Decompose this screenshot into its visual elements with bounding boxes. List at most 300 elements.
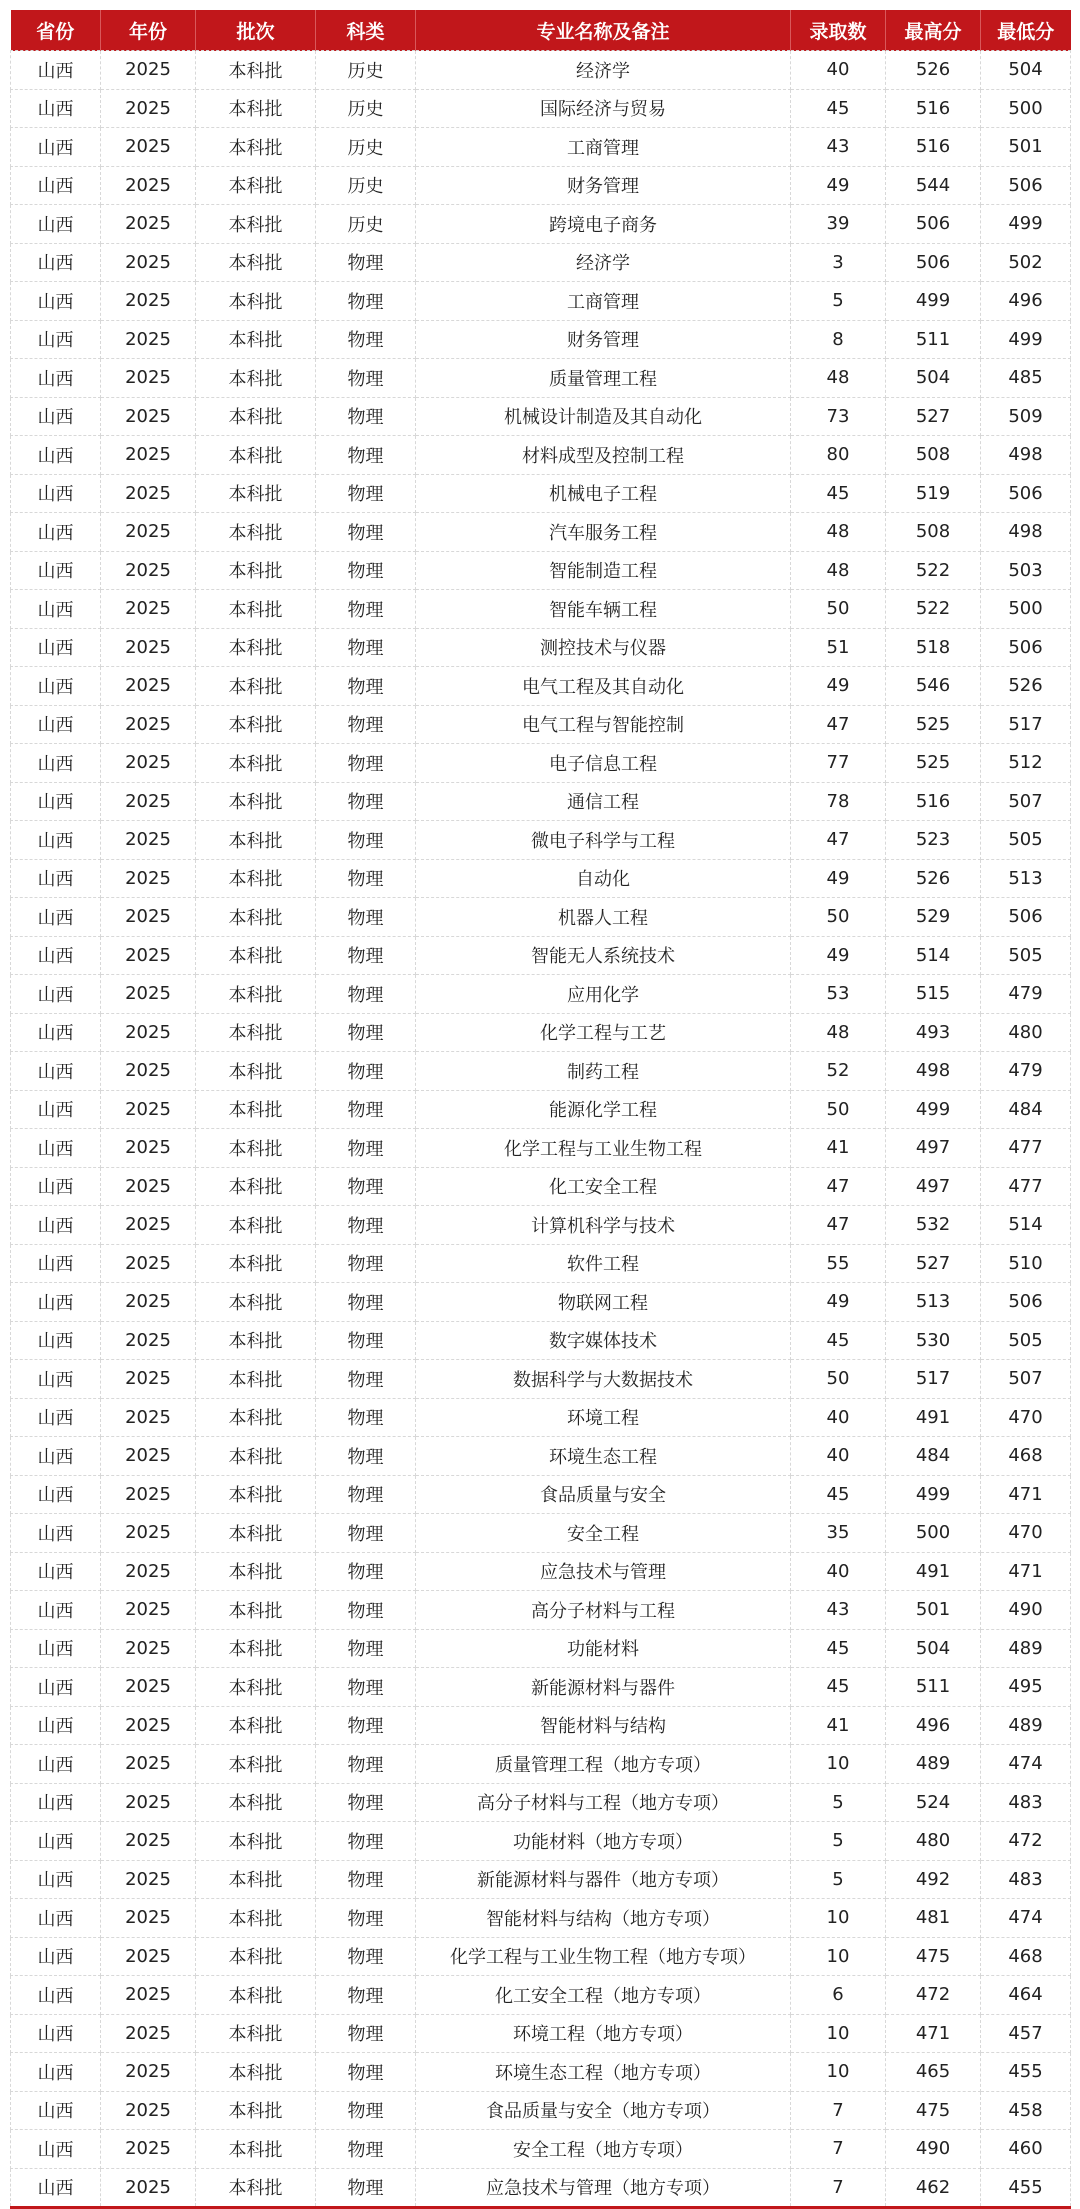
year-cell: 2025 (101, 1321, 196, 1360)
major-cell: 智能材料与结构（地方专项） (416, 1899, 791, 1938)
year-cell: 2025 (101, 513, 196, 552)
admitted-cell: 50 (791, 898, 886, 937)
max-score-cell: 493 (886, 1013, 981, 1052)
major-cell: 智能制造工程 (416, 551, 791, 590)
min-score-cell: 468 (981, 1937, 1071, 1976)
min-score-cell: 502 (981, 243, 1071, 282)
year-cell: 2025 (101, 1899, 196, 1938)
max-score-cell: 517 (886, 1360, 981, 1399)
min-score-cell: 468 (981, 1437, 1071, 1476)
max-score-cell: 475 (886, 2091, 981, 2130)
admitted-cell: 48 (791, 513, 886, 552)
batch-cell: 本科批 (196, 1321, 316, 1360)
max-score-cell: 506 (886, 243, 981, 282)
max-score-cell: 462 (886, 2168, 981, 2208)
admitted-cell: 8 (791, 320, 886, 359)
batch-cell: 本科批 (196, 1360, 316, 1399)
table-row (11, 1552, 1071, 1591)
table-row (11, 744, 1071, 783)
table-row (11, 128, 1071, 167)
admitted-cell: 45 (791, 1629, 886, 1668)
major-cell: 电子信息工程 (416, 744, 791, 783)
min-score-cell: 477 (981, 1129, 1071, 1168)
min-score-cell: 498 (981, 436, 1071, 475)
admitted-cell: 41 (791, 1706, 886, 1745)
table-row (11, 205, 1071, 244)
batch-cell: 本科批 (196, 1167, 316, 1206)
table-row (11, 667, 1071, 706)
max-score-cell: 525 (886, 705, 981, 744)
subject-cell: 物理 (316, 1822, 416, 1861)
admitted-cell: 7 (791, 2130, 886, 2169)
max-score-cell: 481 (886, 1899, 981, 1938)
table-row (11, 1629, 1071, 1668)
subject-cell: 物理 (316, 1937, 416, 1976)
table-row (11, 2091, 1071, 2130)
table-row (11, 2053, 1071, 2092)
max-score-cell: 516 (886, 89, 981, 128)
year-cell: 2025 (101, 1745, 196, 1784)
year-cell: 2025 (101, 1167, 196, 1206)
province-cell: 山西 (11, 744, 101, 783)
min-score-cell: 483 (981, 1860, 1071, 1899)
batch-cell: 本科批 (196, 1437, 316, 1476)
max-score-cell: 501 (886, 1591, 981, 1630)
province-cell: 山西 (11, 1206, 101, 1245)
major-cell: 材料成型及控制工程 (416, 436, 791, 475)
min-score-cell: 506 (981, 474, 1071, 513)
admitted-cell: 5 (791, 1783, 886, 1822)
subject-cell: 物理 (316, 628, 416, 667)
admitted-cell: 40 (791, 1398, 886, 1437)
province-cell: 山西 (11, 2130, 101, 2169)
max-score-cell: 525 (886, 744, 981, 783)
max-score-cell: 480 (886, 1822, 981, 1861)
admitted-cell: 10 (791, 1745, 886, 1784)
subject-cell: 历史 (316, 166, 416, 205)
max-score-cell: 496 (886, 1706, 981, 1745)
province-cell: 山西 (11, 2014, 101, 2053)
admitted-cell: 10 (791, 1899, 886, 1938)
subject-cell: 物理 (316, 2168, 416, 2208)
table-row (11, 51, 1071, 90)
year-cell: 2025 (101, 590, 196, 629)
header-admitted: 录取数 (791, 10, 886, 51)
admitted-cell: 40 (791, 51, 886, 90)
table-row (11, 1475, 1071, 1514)
province-cell: 山西 (11, 1090, 101, 1129)
max-score-cell: 490 (886, 2130, 981, 2169)
subject-cell: 物理 (316, 782, 416, 821)
table-row (11, 1783, 1071, 1822)
min-score-cell: 513 (981, 859, 1071, 898)
province-cell: 山西 (11, 1514, 101, 1553)
admitted-cell: 49 (791, 166, 886, 205)
header-subject: 科类 (316, 10, 416, 51)
province-cell: 山西 (11, 205, 101, 244)
admitted-cell: 78 (791, 782, 886, 821)
subject-cell: 物理 (316, 1706, 416, 1745)
subject-cell: 物理 (316, 590, 416, 629)
major-cell: 功能材料（地方专项） (416, 1822, 791, 1861)
max-score-cell: 516 (886, 782, 981, 821)
batch-cell: 本科批 (196, 1706, 316, 1745)
province-cell: 山西 (11, 551, 101, 590)
max-score-cell: 465 (886, 2053, 981, 2092)
min-score-cell: 474 (981, 1899, 1071, 1938)
table-row (11, 936, 1071, 975)
province-cell: 山西 (11, 1706, 101, 1745)
max-score-cell: 526 (886, 51, 981, 90)
major-cell: 化工安全工程 (416, 1167, 791, 1206)
admitted-cell: 10 (791, 2014, 886, 2053)
major-cell: 环境生态工程 (416, 1437, 791, 1476)
table-row (11, 166, 1071, 205)
year-cell: 2025 (101, 128, 196, 167)
table-row (11, 1860, 1071, 1899)
province-cell: 山西 (11, 436, 101, 475)
min-score-cell: 471 (981, 1552, 1071, 1591)
major-cell: 新能源材料与器件（地方专项） (416, 1860, 791, 1899)
max-score-cell: 498 (886, 1052, 981, 1091)
min-score-cell: 477 (981, 1167, 1071, 1206)
year-cell: 2025 (101, 1052, 196, 1091)
admitted-cell: 51 (791, 628, 886, 667)
max-score-cell: 526 (886, 859, 981, 898)
admitted-cell: 49 (791, 1283, 886, 1322)
min-score-cell: 504 (981, 51, 1071, 90)
max-score-cell: 491 (886, 1552, 981, 1591)
major-cell: 机械电子工程 (416, 474, 791, 513)
subject-cell: 物理 (316, 1475, 416, 1514)
province-cell: 山西 (11, 936, 101, 975)
subject-cell: 物理 (316, 1591, 416, 1630)
province-cell: 山西 (11, 397, 101, 436)
batch-cell: 本科批 (196, 397, 316, 436)
subject-cell: 物理 (316, 1398, 416, 1437)
admitted-cell: 45 (791, 474, 886, 513)
subject-cell: 物理 (316, 1668, 416, 1707)
batch-cell: 本科批 (196, 1668, 316, 1707)
table-row (11, 397, 1071, 436)
year-cell: 2025 (101, 744, 196, 783)
year-cell: 2025 (101, 205, 196, 244)
max-score-cell: 489 (886, 1745, 981, 1784)
year-cell: 2025 (101, 628, 196, 667)
subject-cell: 物理 (316, 282, 416, 321)
subject-cell: 物理 (316, 1976, 416, 2015)
year-cell: 2025 (101, 397, 196, 436)
subject-cell: 物理 (316, 898, 416, 937)
subject-cell: 物理 (316, 397, 416, 436)
batch-cell: 本科批 (196, 2053, 316, 2092)
admission-table (10, 10, 1071, 2209)
table-row (11, 628, 1071, 667)
max-score-cell: 529 (886, 898, 981, 937)
max-score-cell: 532 (886, 1206, 981, 1245)
major-cell: 微电子科学与工程 (416, 821, 791, 860)
province-cell: 山西 (11, 2168, 101, 2208)
year-cell: 2025 (101, 1706, 196, 1745)
admitted-cell: 49 (791, 859, 886, 898)
min-score-cell: 480 (981, 1013, 1071, 1052)
subject-cell: 物理 (316, 320, 416, 359)
year-cell: 2025 (101, 936, 196, 975)
min-score-cell: 474 (981, 1745, 1071, 1784)
batch-cell: 本科批 (196, 2014, 316, 2053)
min-score-cell: 489 (981, 1706, 1071, 1745)
max-score-cell: 497 (886, 1129, 981, 1168)
year-cell: 2025 (101, 2130, 196, 2169)
province-cell: 山西 (11, 1668, 101, 1707)
subject-cell: 物理 (316, 2014, 416, 2053)
max-score-cell: 546 (886, 667, 981, 706)
major-cell: 经济学 (416, 51, 791, 90)
subject-cell: 物理 (316, 1514, 416, 1553)
min-score-cell: 506 (981, 628, 1071, 667)
province-cell: 山西 (11, 1629, 101, 1668)
subject-cell: 物理 (316, 1283, 416, 1322)
table-row (11, 282, 1071, 321)
admitted-cell: 50 (791, 1090, 886, 1129)
batch-cell: 本科批 (196, 667, 316, 706)
major-cell: 功能材料 (416, 1629, 791, 1668)
year-cell: 2025 (101, 166, 196, 205)
admitted-cell: 45 (791, 1321, 886, 1360)
table-row (11, 359, 1071, 398)
batch-cell: 本科批 (196, 2168, 316, 2208)
table-row (11, 975, 1071, 1014)
subject-cell: 物理 (316, 821, 416, 860)
max-score-cell: 524 (886, 1783, 981, 1822)
province-cell: 山西 (11, 1591, 101, 1630)
province-cell: 山西 (11, 243, 101, 282)
subject-cell: 物理 (316, 705, 416, 744)
year-cell: 2025 (101, 1629, 196, 1668)
batch-cell: 本科批 (196, 359, 316, 398)
batch-cell: 本科批 (196, 2130, 316, 2169)
table-row (11, 1745, 1071, 1784)
major-cell: 机器人工程 (416, 898, 791, 937)
major-cell: 能源化学工程 (416, 1090, 791, 1129)
admitted-cell: 45 (791, 89, 886, 128)
province-cell: 山西 (11, 128, 101, 167)
admitted-cell: 53 (791, 975, 886, 1014)
batch-cell: 本科批 (196, 205, 316, 244)
min-score-cell: 485 (981, 359, 1071, 398)
batch-cell: 本科批 (196, 320, 316, 359)
batch-cell: 本科批 (196, 1822, 316, 1861)
max-score-cell: 522 (886, 590, 981, 629)
table-row (11, 436, 1071, 475)
table-row (11, 1398, 1071, 1437)
major-cell: 化工安全工程（地方专项） (416, 1976, 791, 2015)
batch-cell: 本科批 (196, 51, 316, 90)
min-score-cell: 506 (981, 1283, 1071, 1322)
province-cell: 山西 (11, 166, 101, 205)
admitted-cell: 52 (791, 1052, 886, 1091)
min-score-cell: 479 (981, 975, 1071, 1014)
year-cell: 2025 (101, 474, 196, 513)
year-cell: 2025 (101, 782, 196, 821)
table-row (11, 1360, 1071, 1399)
min-score-cell: 506 (981, 898, 1071, 937)
max-score-cell: 514 (886, 936, 981, 975)
table-row (11, 1591, 1071, 1630)
admitted-cell: 80 (791, 436, 886, 475)
subject-cell: 历史 (316, 89, 416, 128)
min-score-cell: 505 (981, 1321, 1071, 1360)
admitted-cell: 48 (791, 359, 886, 398)
admitted-cell: 5 (791, 282, 886, 321)
year-cell: 2025 (101, 1591, 196, 1630)
admitted-cell: 6 (791, 1976, 886, 2015)
year-cell: 2025 (101, 551, 196, 590)
major-cell: 化学工程与工业生物工程 (416, 1129, 791, 1168)
province-cell: 山西 (11, 1167, 101, 1206)
admitted-cell: 7 (791, 2168, 886, 2208)
batch-cell: 本科批 (196, 1899, 316, 1938)
subject-cell: 物理 (316, 243, 416, 282)
admitted-cell: 45 (791, 1668, 886, 1707)
header-row (11, 10, 1071, 51)
admitted-cell: 41 (791, 1129, 886, 1168)
max-score-cell: 484 (886, 1437, 981, 1476)
table-row (11, 821, 1071, 860)
subject-cell: 物理 (316, 859, 416, 898)
year-cell: 2025 (101, 1514, 196, 1553)
batch-cell: 本科批 (196, 744, 316, 783)
year-cell: 2025 (101, 2091, 196, 2130)
year-cell: 2025 (101, 705, 196, 744)
batch-cell: 本科批 (196, 89, 316, 128)
subject-cell: 物理 (316, 667, 416, 706)
admitted-cell: 43 (791, 128, 886, 167)
province-cell: 山西 (11, 1398, 101, 1437)
max-score-cell: 527 (886, 1244, 981, 1283)
year-cell: 2025 (101, 1244, 196, 1283)
table-row (11, 1129, 1071, 1168)
admitted-cell: 47 (791, 705, 886, 744)
batch-cell: 本科批 (196, 975, 316, 1014)
province-cell: 山西 (11, 628, 101, 667)
year-cell: 2025 (101, 1976, 196, 2015)
max-score-cell: 504 (886, 1629, 981, 1668)
year-cell: 2025 (101, 1437, 196, 1476)
major-cell: 环境生态工程（地方专项） (416, 2053, 791, 2092)
min-score-cell: 505 (981, 936, 1071, 975)
table-row (11, 1206, 1071, 1245)
year-cell: 2025 (101, 2053, 196, 2092)
province-cell: 山西 (11, 782, 101, 821)
major-cell: 财务管理 (416, 320, 791, 359)
year-cell: 2025 (101, 436, 196, 475)
subject-cell: 物理 (316, 1090, 416, 1129)
min-score-cell: 498 (981, 513, 1071, 552)
min-score-cell: 517 (981, 705, 1071, 744)
major-cell: 财务管理 (416, 166, 791, 205)
batch-cell: 本科批 (196, 282, 316, 321)
header-batch: 批次 (196, 10, 316, 51)
admitted-cell: 40 (791, 1437, 886, 1476)
province-cell: 山西 (11, 1244, 101, 1283)
batch-cell: 本科批 (196, 628, 316, 667)
province-cell: 山西 (11, 667, 101, 706)
admitted-cell: 43 (791, 1591, 886, 1630)
admitted-cell: 5 (791, 1860, 886, 1899)
subject-cell: 物理 (316, 2130, 416, 2169)
max-score-cell: 471 (886, 2014, 981, 2053)
year-cell: 2025 (101, 1937, 196, 1976)
table-row (11, 782, 1071, 821)
major-cell: 电气工程与智能控制 (416, 705, 791, 744)
batch-cell: 本科批 (196, 1206, 316, 1245)
min-score-cell: 489 (981, 1629, 1071, 1668)
header-min-score: 最低分 (981, 10, 1071, 51)
province-cell: 山西 (11, 1321, 101, 1360)
max-score-cell: 499 (886, 1090, 981, 1129)
subject-cell: 物理 (316, 975, 416, 1014)
max-score-cell: 511 (886, 1668, 981, 1707)
min-score-cell: 457 (981, 2014, 1071, 2053)
admitted-cell: 35 (791, 1514, 886, 1553)
year-cell: 2025 (101, 898, 196, 937)
max-score-cell: 523 (886, 821, 981, 860)
major-cell: 电气工程及其自动化 (416, 667, 791, 706)
year-cell: 2025 (101, 975, 196, 1014)
major-cell: 跨境电子商务 (416, 205, 791, 244)
subject-cell: 物理 (316, 1860, 416, 1899)
min-score-cell: 499 (981, 205, 1071, 244)
max-score-cell: 491 (886, 1398, 981, 1437)
max-score-cell: 511 (886, 320, 981, 359)
admitted-cell: 45 (791, 1475, 886, 1514)
min-score-cell: 501 (981, 128, 1071, 167)
year-cell: 2025 (101, 282, 196, 321)
subject-cell: 物理 (316, 1321, 416, 1360)
table-row (11, 89, 1071, 128)
min-score-cell: 455 (981, 2053, 1071, 2092)
admitted-cell: 40 (791, 1552, 886, 1591)
province-cell: 山西 (11, 320, 101, 359)
province-cell: 山西 (11, 1052, 101, 1091)
province-cell: 山西 (11, 1283, 101, 1322)
subject-cell: 物理 (316, 1552, 416, 1591)
batch-cell: 本科批 (196, 1860, 316, 1899)
major-cell: 汽车服务工程 (416, 513, 791, 552)
max-score-cell: 475 (886, 1937, 981, 1976)
batch-cell: 本科批 (196, 551, 316, 590)
province-cell: 山西 (11, 1976, 101, 2015)
province-cell: 山西 (11, 975, 101, 1014)
table-row (11, 1052, 1071, 1091)
year-cell: 2025 (101, 1013, 196, 1052)
max-score-cell: 506 (886, 205, 981, 244)
major-cell: 高分子材料与工程 (416, 1591, 791, 1630)
max-score-cell: 522 (886, 551, 981, 590)
major-cell: 软件工程 (416, 1244, 791, 1283)
major-cell: 测控技术与仪器 (416, 628, 791, 667)
subject-cell: 物理 (316, 436, 416, 475)
year-cell: 2025 (101, 667, 196, 706)
min-score-cell: 505 (981, 821, 1071, 860)
max-score-cell: 499 (886, 1475, 981, 1514)
major-cell: 应急技术与管理（地方专项） (416, 2168, 791, 2208)
year-cell: 2025 (101, 1552, 196, 1591)
header-year: 年份 (101, 10, 196, 51)
min-score-cell: 496 (981, 282, 1071, 321)
admitted-cell: 48 (791, 1013, 886, 1052)
